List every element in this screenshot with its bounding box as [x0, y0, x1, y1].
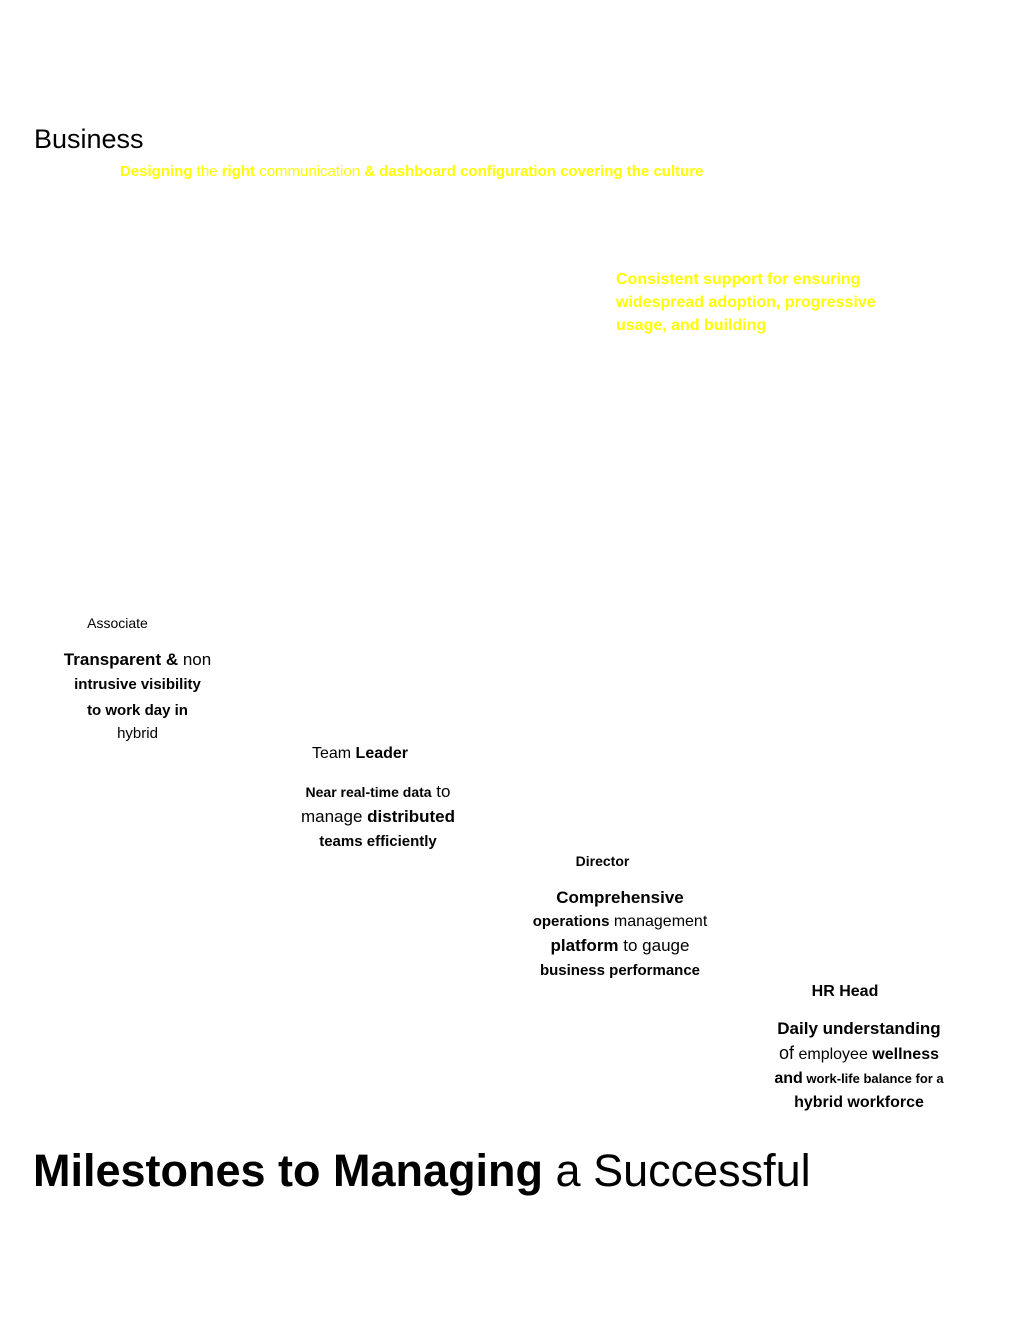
milestone-associate: [40, 648, 235, 743]
role-label-associate: Associate: [87, 615, 148, 631]
support-note: Consistent support for ensuring widespread adoption, progressive usage, and building: [616, 271, 876, 334]
milestone-text: business performance: [539, 962, 701, 979]
milestone-text: work-life balance for a: [802, 1071, 944, 1086]
role-text: Leader: [355, 745, 409, 762]
milestone-text: management: [609, 913, 708, 930]
milestone-text: teams efficiently: [319, 833, 437, 850]
milestone-text: manage: [300, 807, 368, 826]
milestone-text: Comprehensive: [556, 888, 684, 907]
role-label-hr-head: HR Head: [811, 983, 879, 1000]
subtitle-part: right: [221, 163, 256, 180]
milestone-text: operations: [532, 913, 610, 930]
milestone-text: of: [779, 1043, 795, 1063]
section-heading-business: Business: [34, 124, 144, 154]
subtitle-part: Designing: [120, 163, 193, 180]
subtitle: [120, 162, 703, 182]
subtitle-part: the: [192, 163, 222, 180]
milestone-text: Transparent &: [63, 650, 179, 669]
subtitle-part: communication: [255, 163, 365, 180]
role-label-team-leader: [290, 745, 430, 763]
milestone-text: platform: [550, 936, 619, 955]
milestone-text: employee: [794, 1046, 873, 1063]
page-title: [33, 1143, 811, 1199]
milestone-text: and: [774, 1070, 803, 1087]
milestone-text: to: [431, 782, 451, 801]
milestone-text: Daily understanding: [777, 1019, 941, 1038]
milestone-team-leader: [268, 780, 488, 854]
milestone-text: wellness: [872, 1046, 939, 1063]
milestone-text: non: [178, 650, 212, 669]
role-label-director: Director: [575, 853, 630, 869]
title-normal: a Successful: [543, 1145, 811, 1196]
role-text: Team: [311, 745, 356, 762]
milestone-text: hybrid: [117, 725, 158, 742]
title-bold: Milestones to Managing: [33, 1145, 544, 1196]
milestone-text: Near real-time data: [305, 784, 432, 800]
milestone-text: to gauge: [618, 936, 690, 955]
milestone-text: to work day in: [87, 702, 188, 719]
milestone-text: intrusive visibility: [74, 676, 201, 693]
milestone-hr-head: [748, 1017, 970, 1115]
milestone-text: distributed: [367, 807, 455, 826]
subtitle-part: & dashboard configuration covering the culture: [364, 163, 704, 180]
milestone-director: [505, 886, 735, 983]
milestone-text: hybrid workforce: [794, 1094, 924, 1111]
